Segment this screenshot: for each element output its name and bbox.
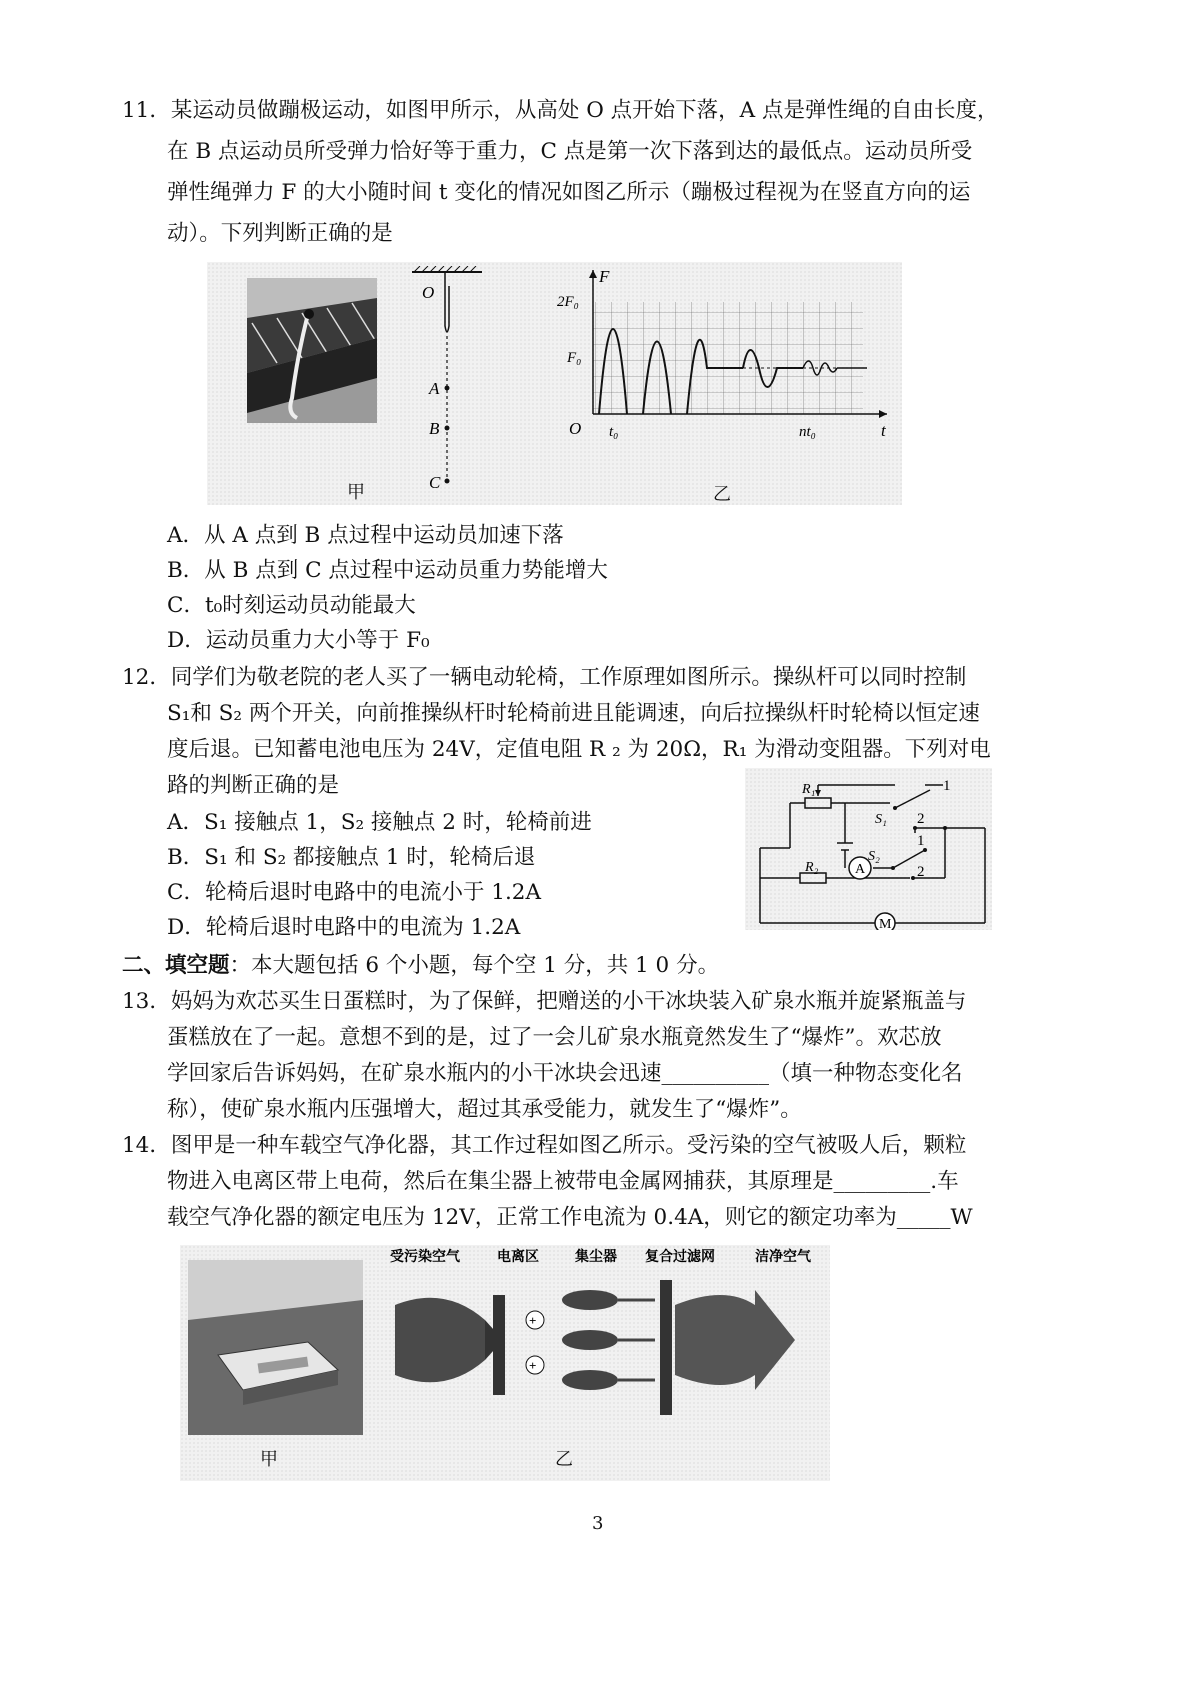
point-c-label: C [429, 473, 441, 492]
q11-line-4: 动）。下列判断正确的是 [167, 221, 393, 246]
circuit-s2-label: S₂ [868, 849, 880, 864]
point-b-label: B [429, 419, 440, 438]
point-o-label: O [422, 283, 435, 302]
circuit-contact-2-top: 2 [917, 811, 925, 827]
q11-option-a: A．从 A 点到 B 点过程中运动员加速下落 [167, 523, 564, 548]
q11-option-b: B．从 B 点到 C 点过程中运动员重力势能增大 [167, 558, 608, 583]
q12-option-c: C．轮椅后退时电路中的电流小于 1.2A [167, 880, 542, 905]
circuit-contact-1-top: 1 [943, 778, 951, 794]
q11-line-3: 弹性绳弹力 F 的大小随时间 t 变化的情况如图乙所示（蹦极过程视为在竖直方向的运 [167, 180, 971, 205]
section-2-heading [122, 951, 719, 981]
page-number: 3 [592, 1513, 604, 1534]
graph-x-axis-label: t [881, 421, 886, 440]
circuit-ammeter-label: A [855, 862, 866, 877]
section-2-description: ：本大题包括 6 个小题，每个空 1 分，共 1 0 分。 [229, 953, 720, 978]
q13-line-2: 蛋糕放在了一起。意想不到的是，过了一会儿矿泉水瓶竟然发生了“爆炸”。欢芯放 [167, 1025, 942, 1050]
q11-option-d: D．运动员重力大小等于 F₀ [167, 628, 430, 653]
q11-option-c: C．t₀时刻运动员动能最大 [167, 593, 416, 618]
car-purifier-photo [188, 1260, 363, 1435]
graph-origin-label: O [569, 419, 582, 438]
circuit-diagram [745, 768, 992, 930]
q12-circuit-figure [745, 768, 992, 930]
section-2-title: 二、填空题 [122, 953, 230, 978]
q14-line-2: 物进入电离区带上电荷，然后在集尘器上被带电金属网捕获，其原理是_________.车 [167, 1169, 959, 1194]
q13-line-4: 称），使矿泉水瓶内压强增大，超过其承受能力，就发生了“爆炸”。 [167, 1097, 802, 1122]
point-a-label: A [429, 379, 440, 398]
graph-tick-t0: t₀ [609, 424, 619, 440]
svg-text:+: + [529, 1313, 537, 1328]
q12-line-3: 度后退。已知蓄电池电压为 24V，定值电阻 R ₂ 为 20Ω，R₁ 为滑动变阻器。下列对电 [167, 737, 991, 762]
label-ionization-zone: 电离区 [497, 1250, 539, 1265]
graph-tick-2f0: 2F₀ [557, 294, 579, 310]
circuit-contact-1-bottom: 1 [917, 833, 925, 849]
q14-line-3: 载空气净化器的额定电压为 12V，正常工作电流为 0.4A，则它的额定功率为_____W [167, 1205, 973, 1230]
q13-line-1: 13．妈妈为欢芯买生日蛋糕时，为了保鲜，把赠送的小干冰块装入矿泉水瓶并旋紧瓶盖与 [122, 989, 967, 1014]
q14-fig-yi-caption: 乙 [555, 1449, 573, 1470]
fig-yi-caption: 乙 [713, 484, 731, 505]
q12-line-2: S₁和 S₂ 两个开关，向前推操纵杆时轮椅前进且能调速，向后拉操纵杆时轮椅以恒定速 [167, 701, 980, 726]
circuit-r2-label: R₂ [805, 860, 819, 875]
label-dust-collector: 集尘器 [575, 1250, 617, 1265]
q11-line-2: 在 B 点运动员所受弹力恰好等于重力，C 点是第一次下落到达的最低点。运动员所受 [167, 139, 973, 164]
bungee-photo [247, 278, 377, 423]
q14-figure [180, 1245, 830, 1481]
force-time-graph [547, 264, 897, 464]
graph-y-axis-label: F [599, 267, 610, 286]
q11-figure [207, 262, 902, 505]
fig-jia-caption: 甲 [347, 482, 365, 503]
q14-line-1: 14．图甲是一种车载空气净化器，其工作过程如图乙所示。受污染的空气被吸人后，颗粒 [122, 1133, 967, 1158]
rope-diagram [402, 266, 492, 496]
graph-tick-nt0: nt₀ [799, 424, 816, 440]
graph-tick-f0: F₀ [567, 350, 582, 366]
circuit-s1-label: S₁ [875, 812, 887, 827]
label-polluted-air: 受污染空气 [390, 1250, 460, 1265]
q13-line-3: 学回家后告诉妈妈，在矿泉水瓶内的小干冰块会迅速__________（填一种物态变化名 [167, 1061, 963, 1086]
label-composite-filter: 复合过滤网 [645, 1250, 715, 1265]
label-clean-air: 洁净空气 [755, 1250, 811, 1265]
q14-fig-jia-caption: 甲 [260, 1449, 278, 1470]
purifier-process-diagram [385, 1245, 825, 1445]
q12-line-4: 路的判断正确的是 [167, 773, 340, 798]
q12-option-d: D．轮椅后退时电路中的电流为 1.2A [167, 915, 521, 940]
circuit-r1-label: R₁ [802, 782, 816, 797]
q11-line-1: 11．某运动员做蹦极运动，如图甲所示，从高处 O 点开始下落，A 点是弹性绳的自由长度， [122, 98, 999, 123]
q12-option-b: B．S₁ 和 S₂ 都接触点 1 时，轮椅后退 [167, 845, 536, 870]
circuit-motor-label: M [879, 917, 892, 930]
q12-line-1: 12．同学们为敬老院的老人买了一辆电动轮椅，工作原理如图所示。操纵杆可以同时控制 [122, 665, 967, 690]
circuit-contact-2-bottom: 2 [917, 864, 925, 880]
q12-option-a: A．S₁ 接触点 1，S₂ 接触点 2 时，轮椅前进 [167, 810, 592, 835]
svg-text:+: + [529, 1358, 537, 1373]
